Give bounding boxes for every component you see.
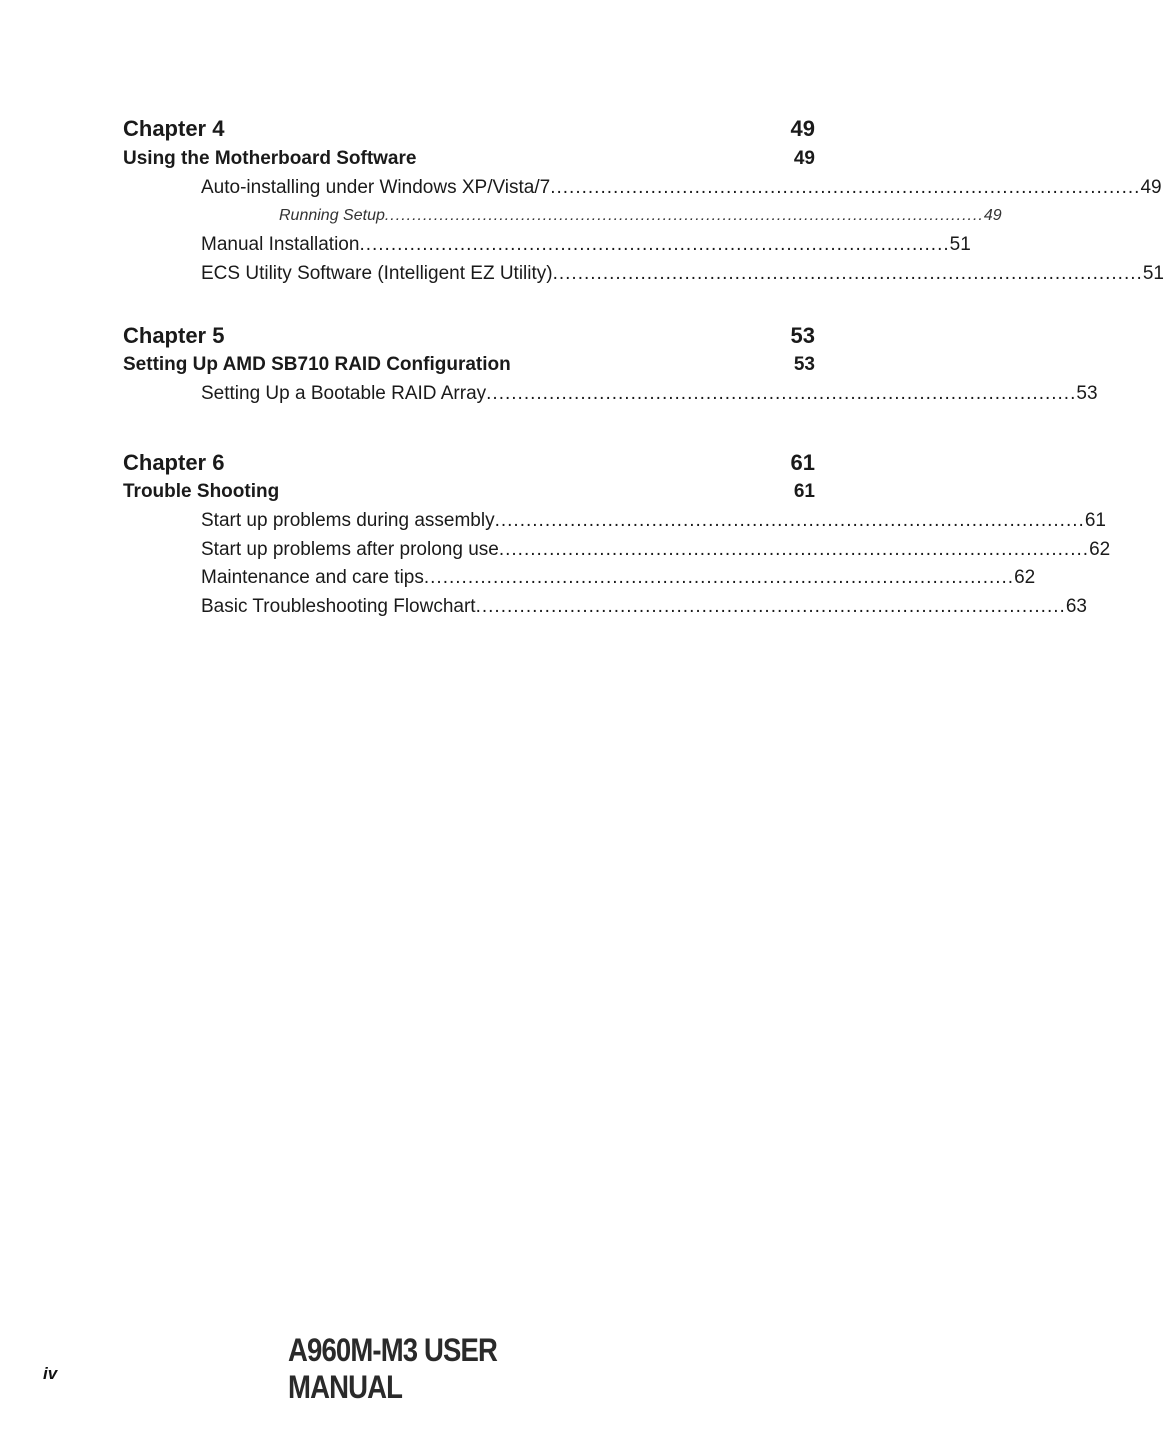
section-page: 61 [793,481,815,502]
dot-leader: .............................................................................................. [552,263,1143,284]
entry-page: 62 [1089,539,1111,560]
chapter-label: Chapter 4 [123,116,225,141]
entry-title: Maintenance and care tips [201,567,424,588]
entry-page: 61 [1084,510,1106,531]
entry-page: 51 [1142,263,1164,284]
dot-leader: .............................................................................................. [359,234,950,255]
chapter-label: Chapter 5 [123,323,225,348]
entry-title: Running Setup [279,207,385,224]
chapter-heading[interactable] [123,450,815,476]
entry-title: Start up problems after prolong use [201,539,499,560]
chapter-page: 49 [790,116,815,141]
manual-title: A960M-M3 USER MANUAL [288,1332,498,1405]
entry-title: ECS Utility Software (Intelligent EZ Utility) [201,263,553,284]
chapter-label: Chapter 6 [123,450,225,475]
entry-title: Basic Troubleshooting Flowchart [201,596,476,617]
section-page: 53 [793,354,815,375]
entry-page: 62 [1014,567,1036,588]
dot-leader: .............................................................................................. [423,567,1015,588]
dot-leader: .............................................................................................. [550,177,1141,198]
entry-page: 51 [949,234,971,255]
section-heading[interactable] [123,481,815,503]
toc-subentry[interactable] [279,207,1002,225]
entry-title: Auto-installing under Windows XP/Vista/7 [201,177,551,198]
section-title: Using the Motherboard Software [123,148,417,169]
section-heading[interactable] [123,148,815,170]
chapter-page: 53 [790,323,815,348]
section-title: Trouble Shooting [123,481,280,502]
section-heading[interactable] [123,354,815,376]
chapter-heading[interactable] [123,323,815,349]
entry-page: 63 [1065,596,1087,617]
dot-leader: .............................................................................................. [498,539,1090,560]
entry-title: Manual Installation [201,234,360,255]
toc-entry[interactable] [201,567,1036,589]
toc-entry[interactable] [201,510,1106,532]
toc-entry[interactable] [201,383,1098,405]
entry-page: 49 [1140,177,1162,198]
dot-leader: .............................................................................................. [486,383,1077,404]
entry-page: 49 [983,207,1002,224]
toc-entry[interactable] [201,177,1162,199]
entry-title: Start up problems during assembly [201,510,495,531]
page-number: iv [43,1364,58,1383]
section-page: 49 [793,148,815,169]
dot-leader: .............................................................................................. [494,510,1085,531]
entry-title: Setting Up a Bootable RAID Array [201,383,487,404]
chapter-heading[interactable] [123,116,815,142]
toc-entry[interactable] [201,539,1111,561]
toc-entry[interactable] [201,234,971,256]
chapter-page: 61 [790,450,815,475]
section-title: Setting Up AMD SB710 RAID Configuration [123,354,511,375]
toc-entry[interactable] [201,596,1087,618]
dot-leader: .............................................................................................. [475,596,1066,617]
toc-entry[interactable] [201,263,1164,285]
dot-leader: .............................................................................................................. [384,207,984,224]
entry-page: 53 [1076,383,1098,404]
